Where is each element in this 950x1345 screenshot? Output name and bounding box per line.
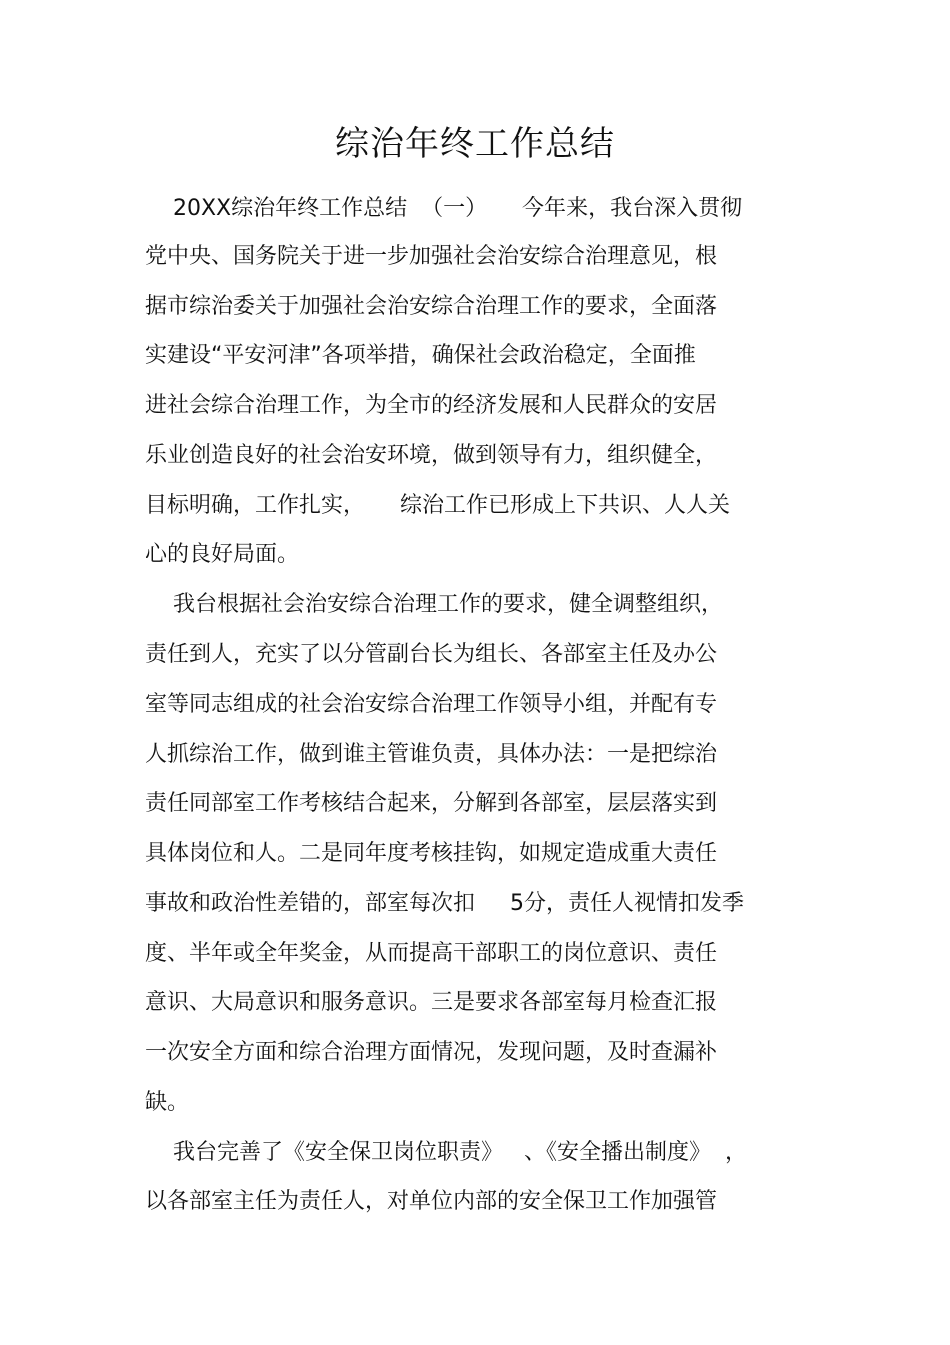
body-line-7: 目标明确，工作扎实， 综治工作已形成上下共识、人人关 — [145, 493, 730, 518]
document-title: 综治年终工作总结 — [335, 124, 615, 164]
body-line-17: 意识、大局意识和服务意识。三是要求各部室每月检查汇报 — [145, 990, 718, 1015]
body-line-8: 心的良好局面。 — [145, 542, 300, 567]
body-line-13: 责任同部室工作考核结合起来，分解到各部室，层层落实到 — [145, 791, 718, 816]
body-line-15: 事故和政治性差错的，部室每次扣 5分，责任人视情扣发季 — [145, 891, 744, 916]
body-line-9: 我台根据社会治安综合治理工作的要求，健全调整组织， — [145, 592, 723, 617]
body-line-14: 具体岗位和人。二是同年度考核挂钩，如规定造成重大责任 — [145, 841, 718, 866]
body-line-19: 缺。 — [145, 1090, 190, 1115]
body-line-10: 责任到人，充实了以分管副台长为组长、各部室主任及办公 — [145, 642, 718, 667]
body-line-16: 度、半年或全年奖金，从而提高干部职工的岗位意识、责任 — [145, 941, 718, 966]
body-line-2: 党中央、国务院关于进一步加强社会治安综合治理意见，根 — [145, 244, 718, 269]
body-line-11: 室等同志组成的社会治安综合治理工作领导小组，并配有专 — [145, 692, 718, 717]
body-line-21: 以各部室主任为责任人，对单位内部的安全保卫工作加强管 — [145, 1189, 718, 1214]
body-line-6: 乐业创造良好的社会治安环境，做到领导有力，组织健全， — [145, 443, 718, 468]
body-line-20: 我台完善了《安全保卫岗位职责》 、《安全播出制度》 ， — [145, 1140, 747, 1165]
body-line-1: 20XX综治年终工作总结 （一） 今年来，我台深入贯彻 — [145, 196, 743, 221]
body-line-3: 据市综治委关于加强社会治安综合治理工作的要求，全面落 — [145, 294, 718, 319]
body-line-12: 人抓综治工作，做到谁主管谁负责，具体办法：一是把综治 — [145, 742, 718, 767]
body-line-18: 一次安全方面和综合治理方面情况，发现问题，及时查漏补 — [145, 1040, 718, 1065]
body-line-5: 进社会综合治理工作，为全市的经济发展和人民群众的安居 — [145, 393, 718, 418]
body-line-4: 实建设“平安河津”各项举措，确保社会政治稳定，全面推 — [145, 343, 696, 368]
